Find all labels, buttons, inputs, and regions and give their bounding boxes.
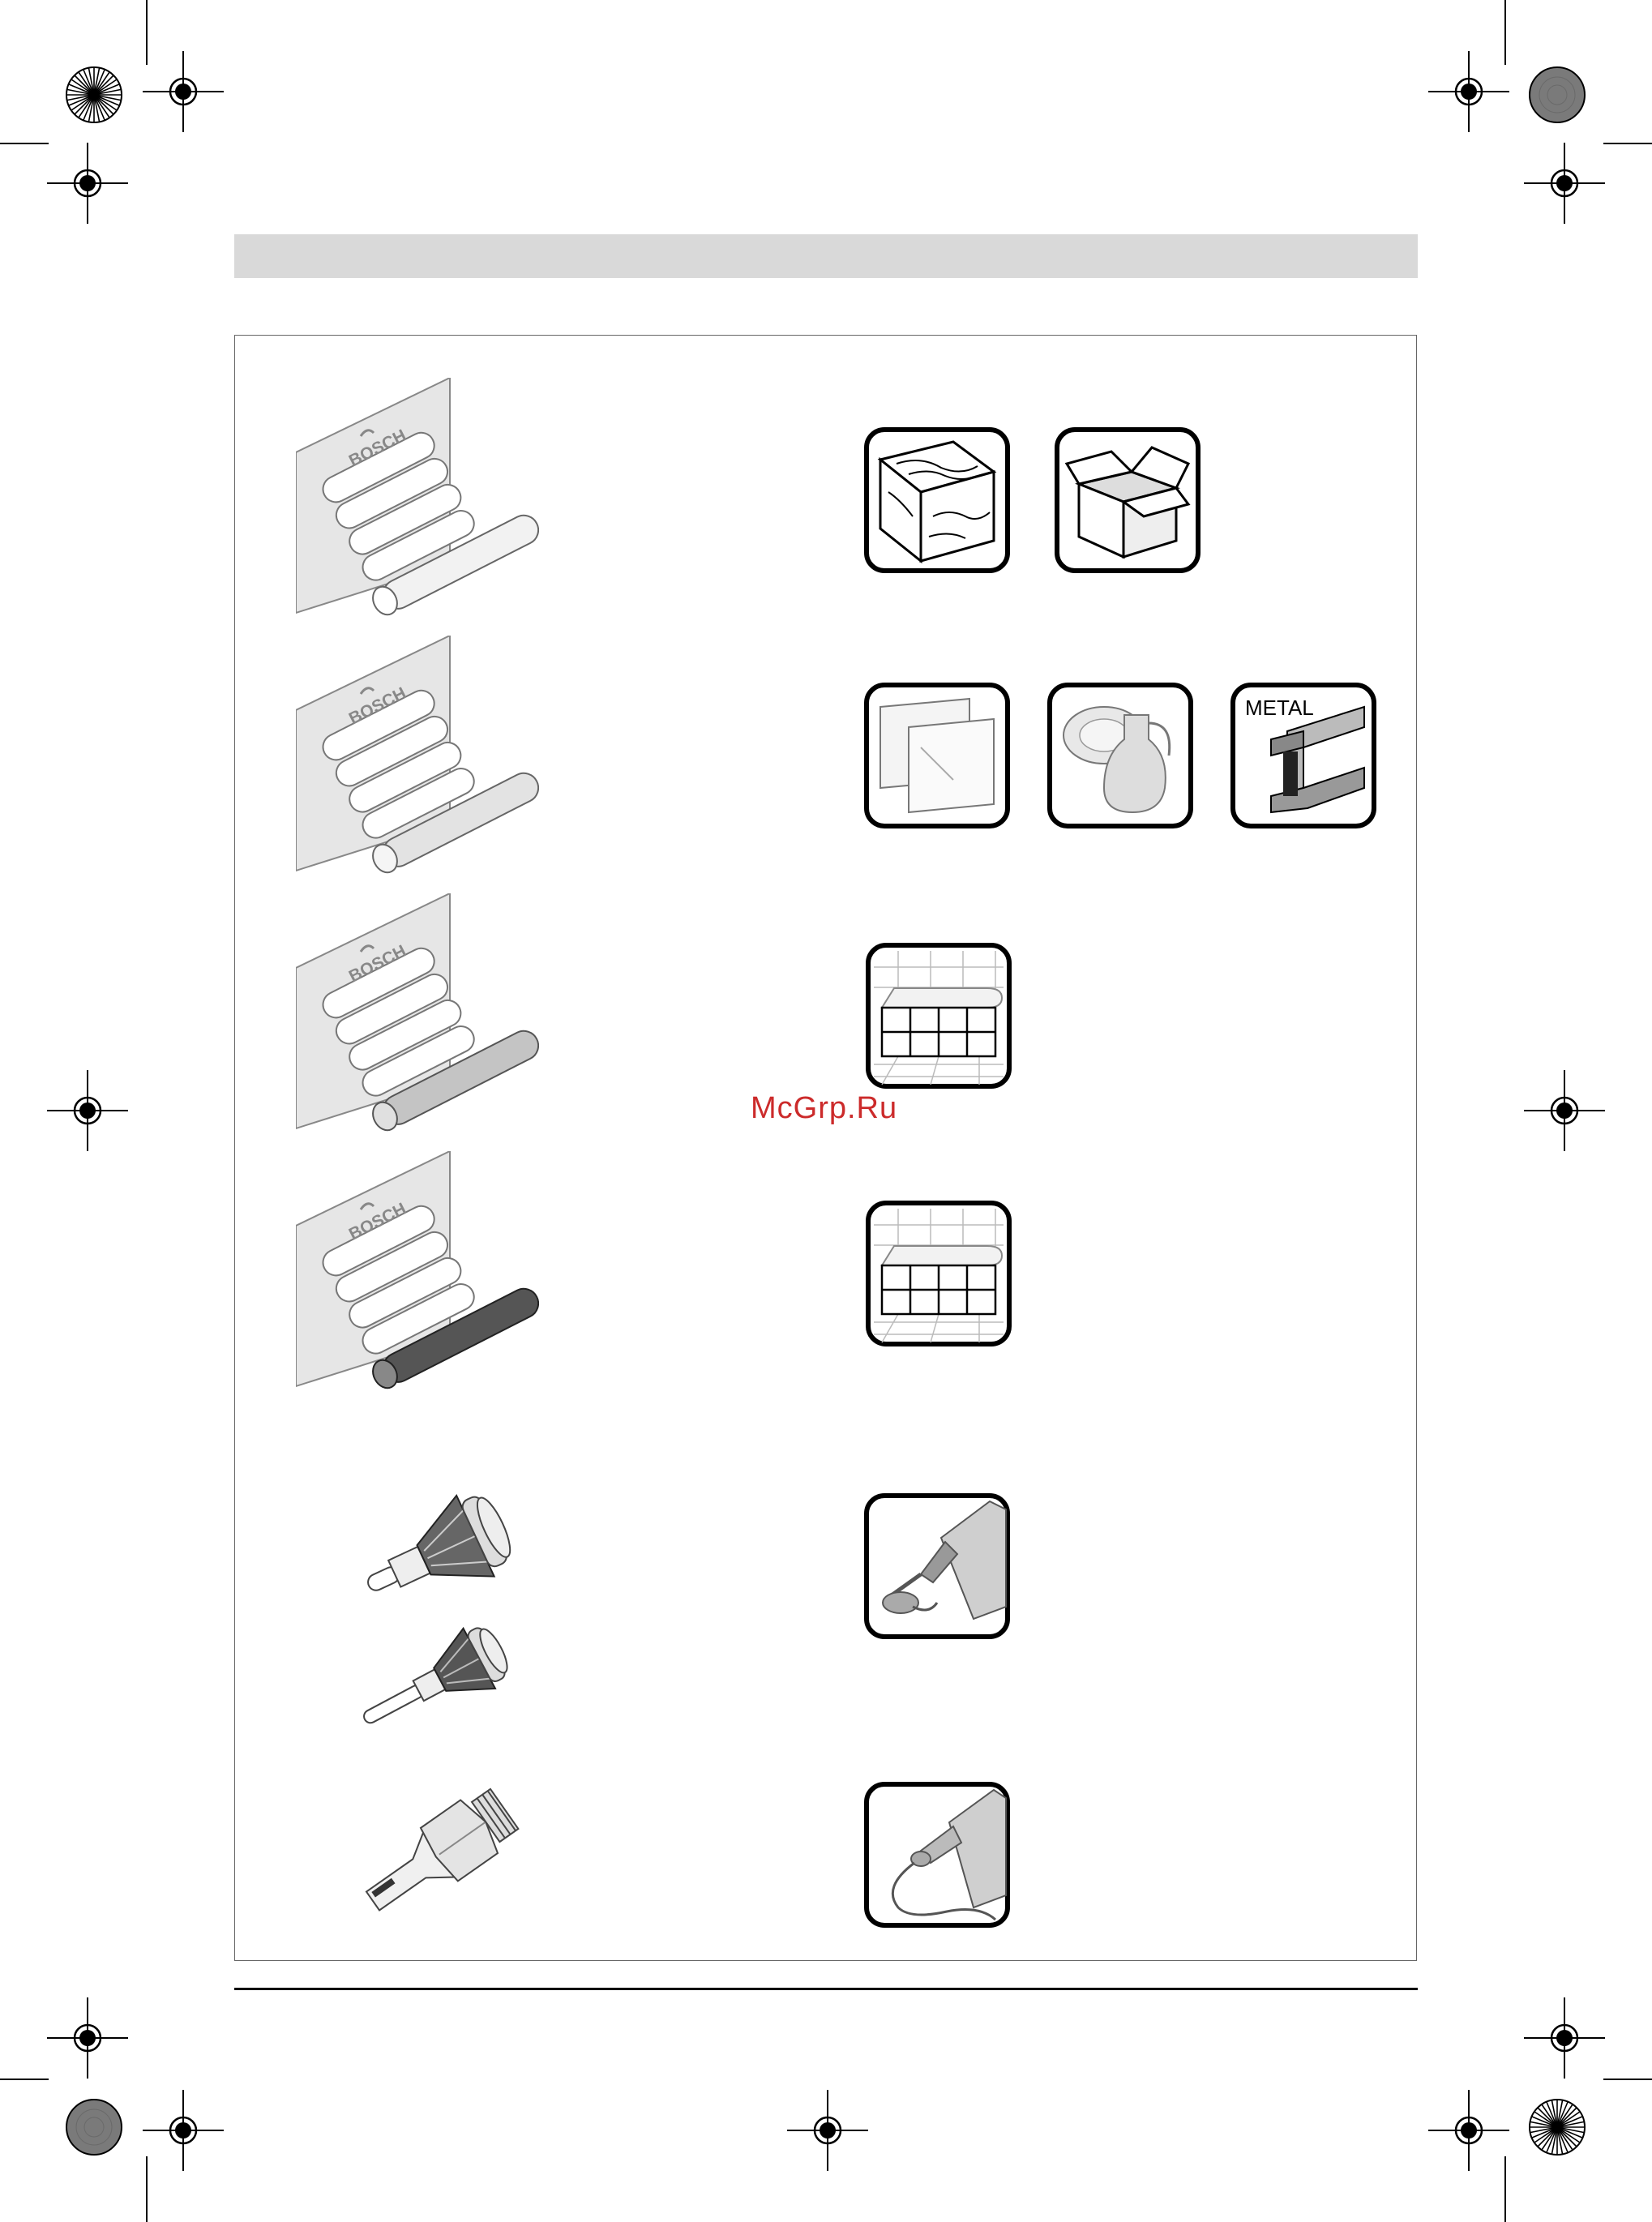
nozzle-pair: [357, 1464, 551, 1740]
trim-line: [1603, 143, 1652, 144]
trim-line: [1603, 2079, 1652, 2080]
brand-label: BOSCH: [345, 1199, 409, 1244]
flat-nozzle: [357, 1787, 551, 1925]
crosshair-icon: [1428, 2090, 1509, 2171]
glue-stick-pack: [296, 378, 539, 621]
glue-stick-pack: [296, 893, 539, 1137]
glue-stick-pack: [296, 1151, 539, 1394]
trim-line: [0, 143, 49, 144]
brand-label: BOSCH: [345, 683, 409, 729]
trim-line: [146, 0, 148, 65]
trim-line: [1504, 0, 1506, 65]
glass-icon: [864, 683, 1010, 828]
ceramics-icon: [1047, 683, 1193, 828]
glue-stick-pack: [296, 636, 539, 879]
registration-starburst-icon: [1525, 2095, 1590, 2160]
trim-line: [1504, 2156, 1506, 2222]
crosshair-icon: [1524, 143, 1605, 224]
registration-grey-disc-icon: [62, 2095, 126, 2160]
crosshair-icon: [47, 1997, 128, 2079]
crosshair-icon: [47, 1070, 128, 1151]
tiles-icon: [866, 943, 1012, 1089]
trim-line: [146, 2156, 148, 2222]
header-band: [234, 234, 1418, 278]
tiles-icon: [866, 1201, 1012, 1346]
wood-icon: [864, 427, 1010, 573]
brand-label: BOSCH: [345, 941, 409, 987]
footer-rule: [234, 1988, 1418, 1990]
crosshair-icon: [1524, 1997, 1605, 2079]
cardboard-box-icon: [1055, 427, 1200, 573]
registration-starburst-icon: [62, 62, 126, 127]
trim-line: [0, 2079, 49, 2080]
crosshair-icon: [1428, 51, 1509, 132]
crosshair-icon: [47, 143, 128, 224]
crosshair-icon: [1524, 1070, 1605, 1151]
crosshair-icon: [787, 2090, 868, 2171]
crosshair-icon: [143, 2090, 224, 2171]
registration-grey-disc-icon: [1525, 62, 1590, 127]
watermark-text: McGrp.Ru: [751, 1091, 898, 1125]
glue-gun-bead-icon: [864, 1782, 1010, 1928]
brand-label: BOSCH: [345, 426, 409, 471]
crosshair-icon: [143, 51, 224, 132]
glue-gun-dot-icon: [864, 1493, 1010, 1639]
metal-icon: [1230, 683, 1376, 828]
metal-label: METAL: [1245, 696, 1314, 720]
